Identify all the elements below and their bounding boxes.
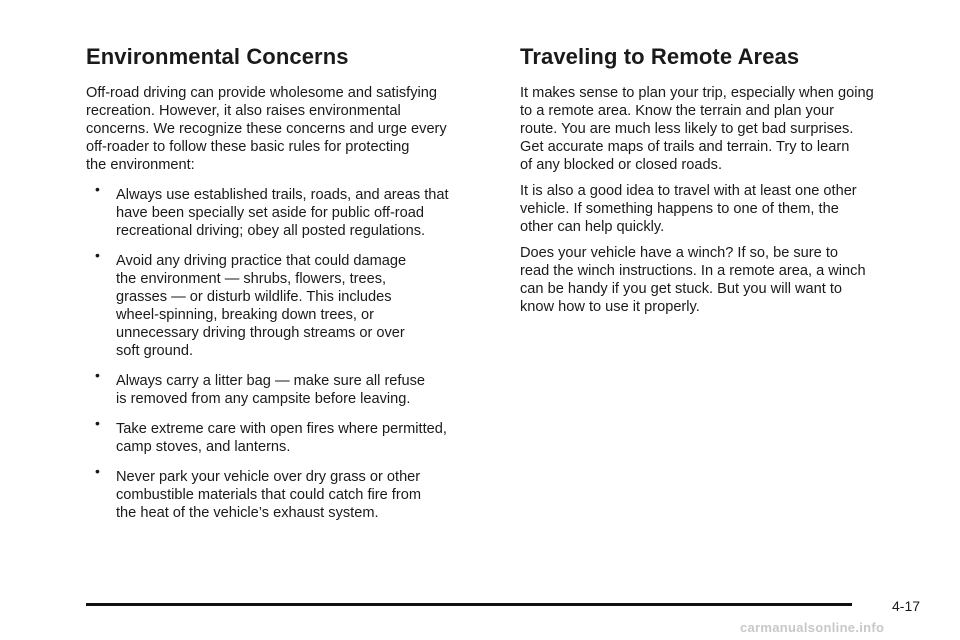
- list-item: [86, 464, 496, 522]
- paragraph-winch: Does your vehicle have a winch? If so, be sure to read the winch instructions. In a remote area, a winch can be handy if you get stuck. But you will want to know how to use it properly.: [520, 245, 866, 315]
- intro-paragraph: Off-road driving can provide wholesome and satisfying recreation. However, it also raises environmental concerns. We recognize these concerns and urge every off-roader to follow these basic rules for protecting the environment:: [86, 85, 447, 173]
- heading-traveling-to-remote-areas: Traveling to Remote Areas: [520, 44, 800, 69]
- heading-environmental-concerns: Environmental Concerns: [86, 44, 349, 69]
- bullet-icon: •: [95, 367, 100, 383]
- list-item: [86, 368, 496, 408]
- list-item-text: Avoid any driving practice that could damage the environment — shrubs, flowers, trees, grasses — or disturb wildlife. This includes wheel-spinning, breaking down trees, or unnecessary driving through streams or over soft ground.: [116, 253, 407, 359]
- paragraph-travel-with-vehicle: It is also a good idea to travel with at least one other vehicle. If something happens to one of them, the other can help quickly.: [520, 183, 857, 235]
- list-item-text: Always use established trails, roads, and areas that have been specially set aside for public off-road recreational driving; obey all posted regulations.: [116, 187, 449, 239]
- watermark: carmanualsonline.info: [740, 620, 885, 635]
- bullet-icon: •: [95, 181, 100, 197]
- right-column: [520, 44, 920, 324]
- bullet-icon: •: [95, 463, 100, 479]
- list-item-text: Never park your vehicle over dry grass or other combustible materials that could catch fire from the heat of the vehicle’s exhaust system.: [116, 469, 421, 521]
- page-number: 4-17: [892, 598, 921, 614]
- footer-rule: [86, 603, 852, 606]
- list-item-text: Take extreme care with open fires where permitted, camp stoves, and lanterns.: [116, 421, 447, 455]
- bullet-icon: •: [95, 247, 100, 263]
- list-item: [86, 416, 496, 456]
- list-item: [86, 248, 496, 360]
- rules-list: [86, 182, 496, 522]
- list-item-text: Always carry a litter bag — make sure all refuse is removed from any campsite before leaving.: [116, 373, 426, 407]
- list-item: [86, 182, 496, 240]
- left-column: [86, 44, 496, 530]
- paragraph-plan-trip: It makes sense to plan your trip, especially when going to a remote area. Know the terrain and plan your route. You are much less likely to get bad surprises. Get accurate maps of trails and terrain. Try to learn of any blocked or closed roads.: [520, 85, 874, 173]
- bullet-icon: •: [95, 415, 100, 431]
